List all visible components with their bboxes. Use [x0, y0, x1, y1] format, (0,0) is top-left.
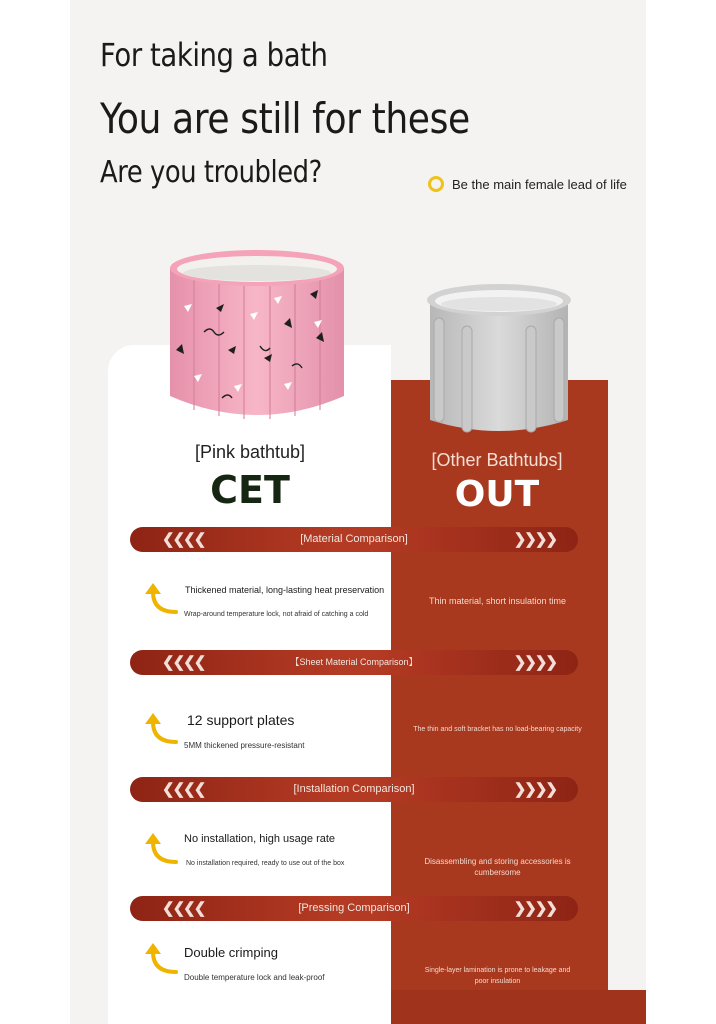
chevron-right-icon: ❯❯❯❯ [513, 781, 556, 798]
tagline [428, 176, 627, 192]
tagline-text: Be the main female lead of life [452, 176, 627, 192]
advantage-main-text: No installation, high usage rate [184, 833, 336, 845]
headline-line-3: Are you troubled? [100, 155, 322, 190]
chevron-right-icon: ❯❯❯❯ [513, 531, 556, 548]
pink-bathtub-label: [Pink bathtub] [194, 442, 306, 462]
disadvantage-text: Disassembling and storing accessories is cumbersome [424, 857, 571, 877]
comparison-title: [Pressing Comparison] [298, 902, 410, 914]
disadvantage-text: Single-layer lamination is prone to leakage and poor insulation [424, 967, 571, 985]
disadvantage-text: The thin and soft bracket has no load-bearing capacity [413, 726, 582, 733]
advantage-main-text: Double crimping [184, 945, 278, 960]
chevron-left-icon: ❮❮❮❮ [162, 531, 205, 548]
curved-arrow-icon [144, 832, 180, 868]
chevron-left-icon: ❮❮❮❮ [162, 781, 205, 798]
curved-arrow-icon [144, 942, 180, 978]
advantage-main-text: 12 support plates [187, 712, 295, 728]
comparison-title: [Material Comparison] [300, 533, 408, 545]
cet-label: CET [210, 468, 290, 512]
advantage-sub-text: No installation required, ready to use out of the box [186, 860, 345, 867]
chevron-right-icon: ❯❯❯❯ [513, 900, 556, 917]
chevron-right-icon: ❯❯❯❯ [513, 654, 556, 671]
headline-line-2: You are still for these [100, 94, 470, 143]
curved-arrow-icon [144, 582, 180, 618]
advantage-sub-text: Wrap-around temperature lock, not afraid of catching a cold [184, 611, 369, 618]
headline-line-1: For taking a bath [100, 36, 328, 74]
advantage-sub-text: 5MM thickened pressure-resistant [184, 741, 305, 750]
comparison-title: 【Sheet Material Comparison】 [290, 657, 418, 667]
panel-footer-strip [391, 990, 646, 1024]
comparison-bar-material [130, 527, 578, 552]
curved-arrow-icon [144, 712, 180, 748]
comparison-bar-sheet-material [130, 650, 578, 675]
other-bathtubs-label: [Other Bathtubs] [431, 450, 563, 470]
out-label: OUT [454, 474, 540, 515]
comparison-bar-pressing [130, 896, 578, 921]
chevron-left-icon: ❮❮❮❮ [162, 654, 205, 671]
comparison-bar-installation [130, 777, 578, 802]
comparison-title: [Installation Comparison] [293, 783, 415, 795]
pink-bathtub-image [164, 246, 350, 426]
chevron-left-icon: ❮❮❮❮ [162, 900, 205, 917]
disadvantage-text: Thin material, short insulation time [428, 596, 567, 606]
ring-icon [428, 176, 444, 192]
grey-bathtub-image [420, 280, 578, 440]
advantage-sub-text: Double temperature lock and leak-proof [184, 973, 325, 982]
advantage-main-text: Thickened material, long-lasting heat preservation [185, 585, 385, 595]
